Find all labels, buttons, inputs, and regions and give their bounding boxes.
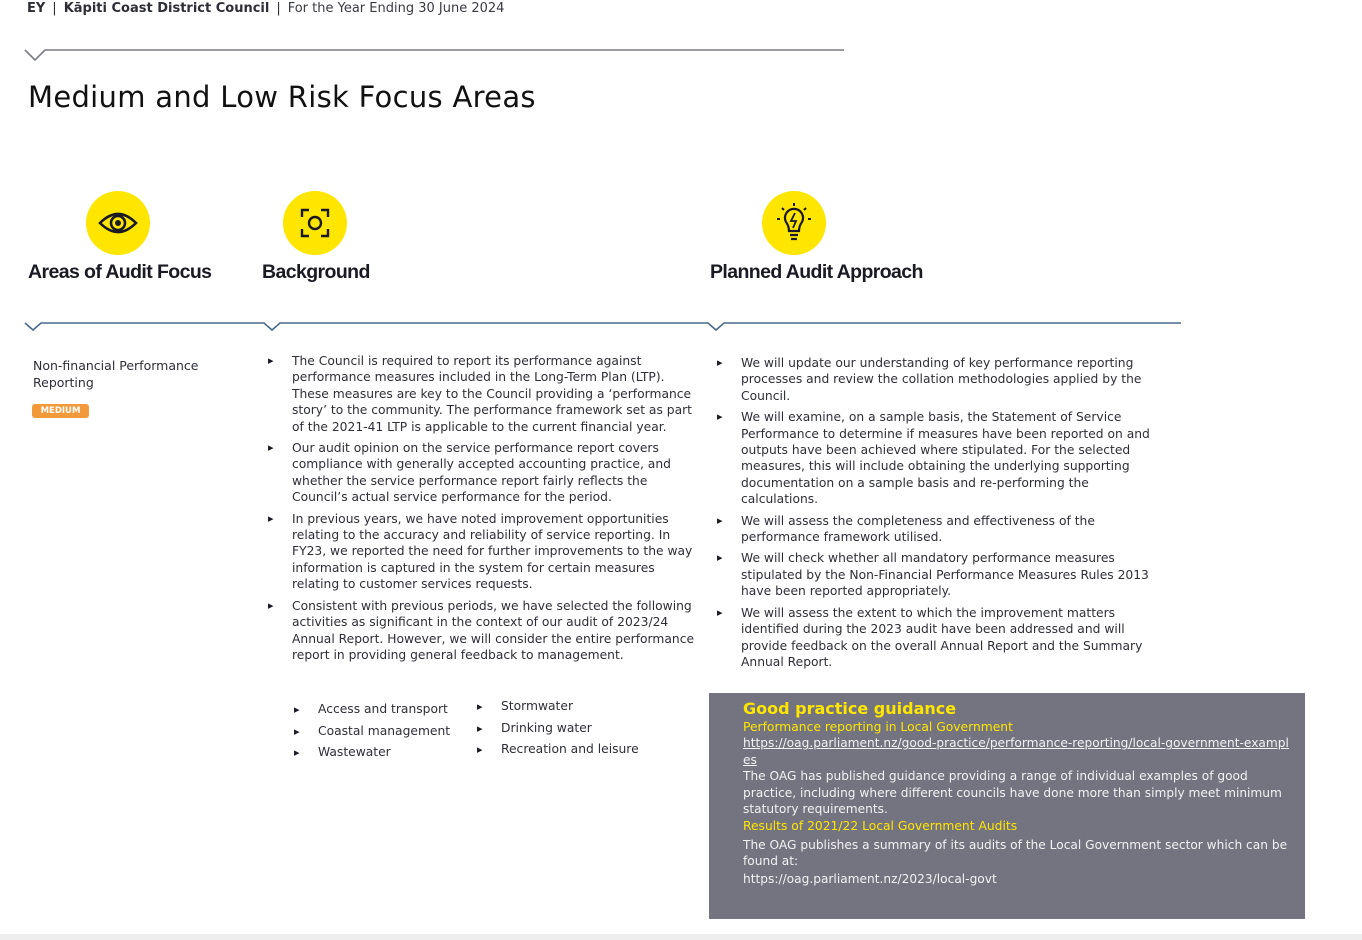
area-label: Non-financial Performance Reporting <box>33 358 199 390</box>
background-point-4: ▸ Consistent with previous periods, we have selected the following activities as significant in the context of our audit of 2023/24 Annual Report. However, we will consider the entire performance report in providing general feedback to management. <box>268 598 696 664</box>
approach-point-4: ▸ We will check whether all mandatory performance measures stipulated by the Non-Financial Performance Measures Rules 2013 have been reported appropriately. <box>717 550 1165 599</box>
document-header: EY | Kāpiti Coast District Council | For the Year Ending 30 June 2024 <box>27 1 505 16</box>
activities-list-left <box>294 699 450 764</box>
guidance-item2-link[interactable]: https://oag.parliament.nz/2023/local-govt <box>743 871 997 886</box>
activity-item: ▸ Wastewater <box>294 742 450 764</box>
areas-heading: Areas of Audit Focus <box>28 261 212 283</box>
header-divider <box>24 44 846 64</box>
reporting-period: For the Year Ending 30 June 2024 <box>287 1 505 16</box>
lightbulb-icon <box>762 191 826 255</box>
activity-item: ▸ Access and transport <box>294 699 450 721</box>
activity-item: ▸ Drinking water <box>477 718 639 740</box>
activity-item: ▸ Stormwater <box>477 696 639 718</box>
background-point-3: ▸ In previous years, we have noted improvement opportunities relating to the accuracy and reliability of service reporting. In FY23, we reported the need for further improvements to the way information is captured in the system for certain measures relating to customer services requests. <box>268 511 696 593</box>
background-point-1: ▸ The Council is required to report its performance against performance measures included in the Long-Term Plan (LTP). These measures are key to the Council providing a ‘performance story’ to the community. The performance framework set as part of the 2021-41 LTP is applicable to the current financial year. <box>268 353 696 435</box>
approach-list <box>717 355 1165 675</box>
guidance-item2-text: The OAG publishes a summary of its audits of the Local Government sector which can be found at: <box>743 837 1288 869</box>
approach-point-3: ▸ We will assess the completeness and effectiveness of the performance framework utilised. <box>717 513 1165 546</box>
page-bottom-strip <box>0 934 1362 940</box>
approach-heading: Planned Audit Approach <box>710 261 923 283</box>
page-title: Medium and Low Risk Focus Areas <box>28 80 536 114</box>
guidance-item1-link[interactable]: https://oag.parliament.nz/good-practice/performance-reporting/local-government-examples <box>743 736 1289 767</box>
column-divider <box>24 318 1184 334</box>
activities-list-right <box>477 696 639 761</box>
approach-point-2: ▸ We will examine, on a sample basis, the Statement of Service Performance to determine if measures have been reported on and outputs have been achieved where stipulated. For the selected measures, this will include obtaining the underlying supporting documentation on a sample basis and re-performing the calculations. <box>717 409 1165 507</box>
activity-item: ▸ Recreation and leisure <box>477 739 639 761</box>
focus-frame-icon <box>283 191 347 255</box>
guidance-item2-title: Results of 2021/22 Local Government Audits <box>743 819 1018 834</box>
activity-item: ▸ Coastal management <box>294 721 450 743</box>
background-list <box>268 353 696 668</box>
brand-logo-text: EY <box>27 1 46 16</box>
approach-point-5: ▸ We will assess the extent to which the improvement matters identified during the 2023 audit have been addressed and will provide feedback on the overall Annual Report and the Summary Annual Report. <box>717 605 1165 671</box>
eye-icon <box>86 191 150 255</box>
council-name: Kāpiti Coast District Council <box>63 1 270 16</box>
guidance-title: Good practice guidance <box>743 699 957 718</box>
guidance-item1-title: Performance reporting in Local Government <box>743 720 1013 734</box>
background-point-2: ▸ Our audit opinion on the service performance report covers compliance with generally accepted accounting practice, and whether the service performance report fairly reflects the Council’s actual service performance for the period. <box>268 440 696 506</box>
risk-badge: MEDIUM <box>32 404 89 418</box>
background-heading: Background <box>262 261 370 283</box>
approach-point-1: ▸ We will update our understanding of key performance reporting processes and review the collation methodologies applied by the Council. <box>717 355 1165 404</box>
guidance-item1-text: The OAG has published guidance providing a range of individual examples of good practice, including where different councils have done more than simply meet minimum statutory requirements. <box>743 769 1282 817</box>
good-practice-guidance-box <box>709 693 1305 919</box>
